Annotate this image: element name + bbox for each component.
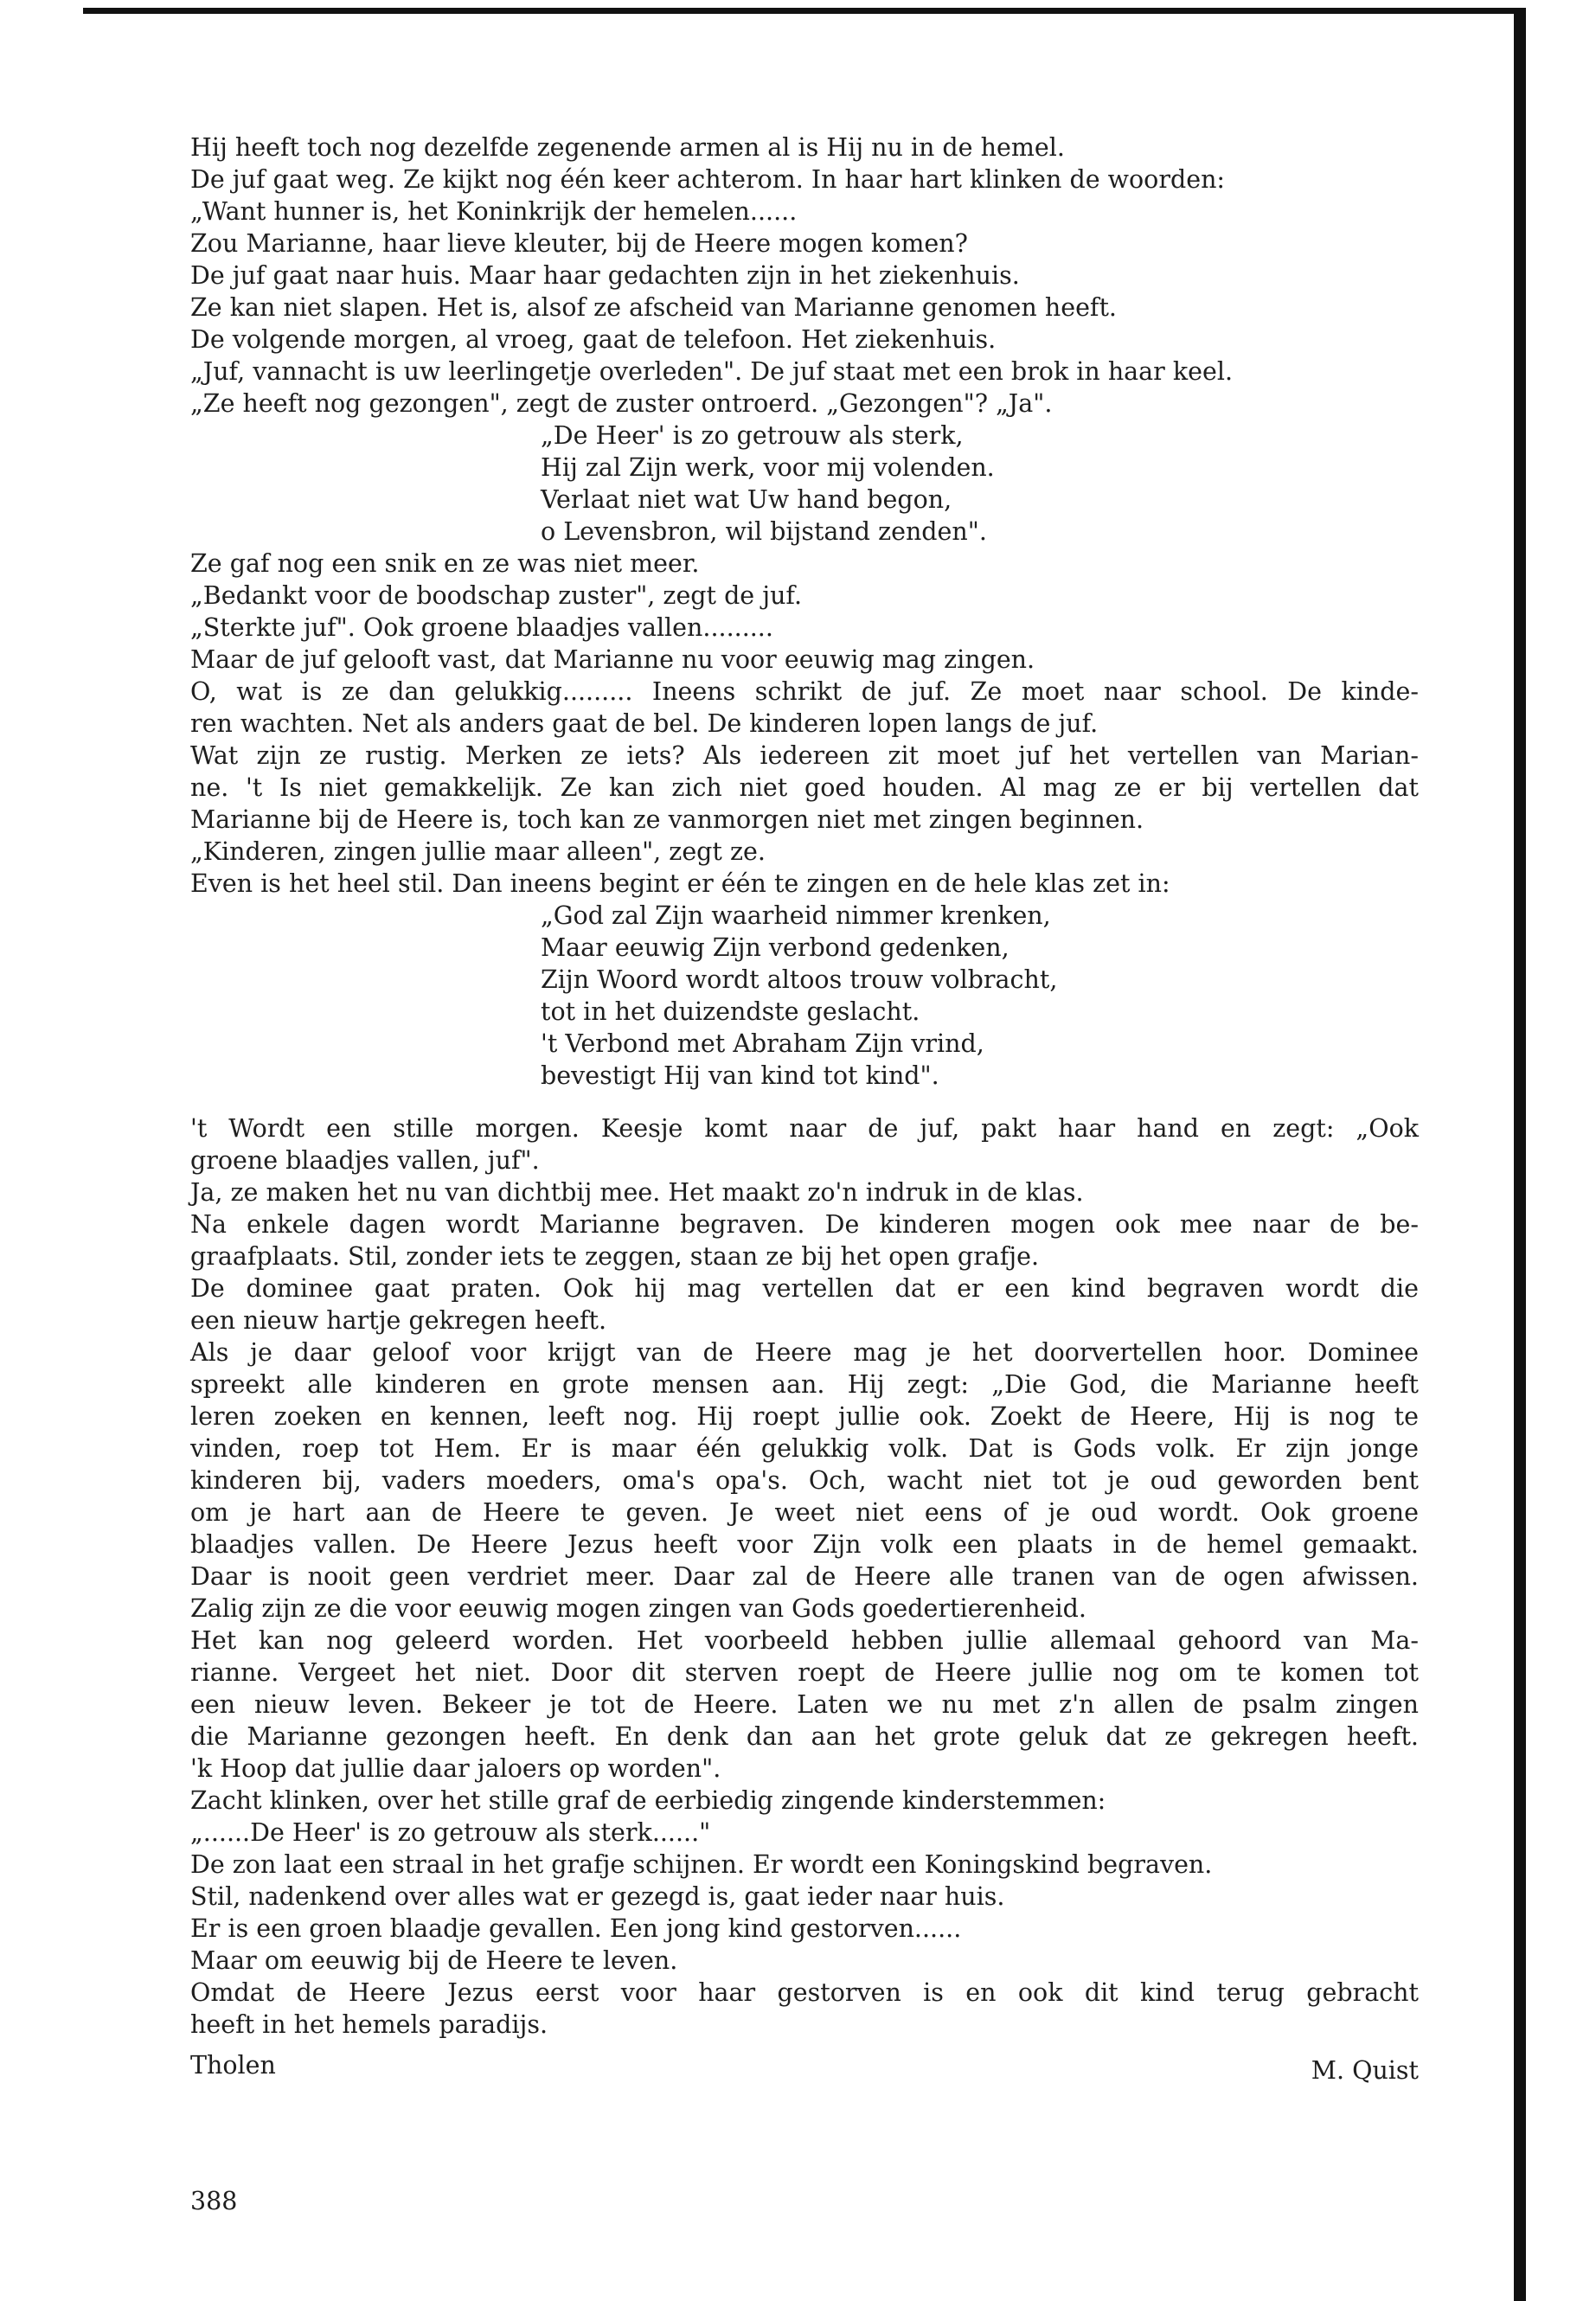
top-border-rule xyxy=(83,8,1522,14)
text-line: 't Wordt een stille morgen. Keesje komt naar de juf, pakt haar hand en zegt: „Ook xyxy=(190,1114,1419,1143)
signature-author: M. Quist xyxy=(1311,2056,1419,2085)
verse-line: bevestigt Hij van kind tot kind". xyxy=(541,1061,939,1090)
paragraph-opening xyxy=(190,131,1419,420)
psalm-verse-1 xyxy=(190,420,1419,548)
text-line: Maar de juf gelooft vast, dat Marianne nu voor eeuwig mag zingen. xyxy=(190,645,1035,674)
psalm-verse-2 xyxy=(190,900,1419,1092)
verse-line: tot in het duizendste geslacht. xyxy=(541,997,920,1026)
text-line: blaadjes vallen. De Heere Jezus heeft voor Zijn volk een plaats in de hemel gemaakt. xyxy=(190,1530,1419,1559)
spacer xyxy=(190,1092,1419,1112)
verse-line: „De Heer' is zo getrouw als sterk, xyxy=(541,421,964,450)
text-line: De volgende morgen, al vroeg, gaat de telefoon. Het ziekenhuis. xyxy=(190,325,997,354)
text-line: De zon laat een straal in het grafje schijnen. Er wordt een Koningskind begraven. xyxy=(190,1850,1213,1879)
right-border-rule xyxy=(1514,8,1526,2301)
text-line: een nieuw leven. Bekeer je tot de Heere. Laten we nu met z'n allen de psalm zingen xyxy=(190,1690,1419,1719)
text-line: 'k Hoop dat jullie daar jaloers op worden". xyxy=(190,1754,721,1783)
text-line: „Want hunner is, het Koninkrijk der hemelen...... xyxy=(190,197,798,226)
text-line: groene blaadjes vallen, juf". xyxy=(190,1146,540,1175)
text-line: „Kinderen, zingen jullie maar alleen", zegt ze. xyxy=(190,837,766,866)
text-line: „Ze heeft nog gezongen", zegt de zuster ontroerd. „Gezongen"? „Ja". xyxy=(190,389,1053,418)
text-line: vinden, roep tot Hem. Er is maar één gelukkig volk. Dat is Gods volk. Er zijn jonge xyxy=(190,1434,1419,1463)
verse-line: „God zal Zijn waarheid nimmer krenken, xyxy=(541,901,1051,930)
text-line: Daar is nooit geen verdriet meer. Daar zal de Heere alle tranen van de ogen afwissen. xyxy=(190,1562,1419,1591)
text-line: Als je daar geloof voor krijgt van de Heere mag je het doorvertellen hoor. Dominee xyxy=(190,1338,1419,1367)
text-line: graafplaats. Stil, zonder iets te zeggen, staan ze bij het open grafje. xyxy=(190,1242,1040,1271)
page-number: 388 xyxy=(190,2187,238,2215)
signature-place: Tholen xyxy=(190,2051,276,2080)
text-line: Even is het heel stil. Dan ineens begint er één te zingen en de hele klas zet in: xyxy=(190,869,1170,898)
text-line: „......De Heer' is zo getrouw als sterk......" xyxy=(190,1818,711,1847)
verse-line: Maar eeuwig Zijn verbond gedenken, xyxy=(541,933,1010,962)
text-line: De dominee gaat praten. Ook hij mag vertellen dat er een kind begraven wordt die xyxy=(190,1274,1419,1303)
text-line: Zou Marianne, haar lieve kleuter, bij de Heere mogen komen? xyxy=(190,229,968,258)
text-line: spreekt alle kinderen en grote mensen aan. Hij zegt: „Die God, die Marianne heeft xyxy=(190,1370,1419,1399)
text-line: „Juf, vannacht is uw leerlingetje overleden". De juf staat met een brok in haar keel. xyxy=(190,357,1234,386)
text-line: om je hart aan de Heere te geven. Je weet niet eens of je oud wordt. Ook groene xyxy=(190,1498,1419,1527)
text-line: Na enkele dagen wordt Marianne begraven. De kinderen mogen ook mee naar de be- xyxy=(190,1210,1419,1239)
text-line: Hij heeft toch nog dezelfde zegenende armen al is Hij nu in de hemel. xyxy=(190,133,1065,162)
verse-line: o Levensbron, wil bijstand zenden". xyxy=(541,517,987,546)
verse-line: Hij zal Zijn werk, voor mij volenden. xyxy=(541,453,995,482)
text-line: leren zoeken en kennen, leeft nog. Hij roept jullie ook. Zoekt de Heere, Hij is nog te xyxy=(190,1402,1419,1431)
text-line: kinderen bij, vaders moeders, oma's opa's. Och, wacht niet tot je oud geworden bent xyxy=(190,1466,1419,1495)
verse-line: 't Verbond met Abraham Zijn vrind, xyxy=(541,1029,984,1058)
text-line: Zacht klinken, over het stille graf de eerbiedig zingende kinderstemmen: xyxy=(190,1786,1106,1815)
paragraph-middle xyxy=(190,548,1419,900)
text-line: een nieuw hartje gekregen heeft. xyxy=(190,1306,607,1335)
text-line: Wat zijn ze rustig. Merken ze iets? Als iedereen zit moet juf het vertellen van Marian- xyxy=(190,741,1419,770)
text-line: heeft in het hemels paradijs. xyxy=(190,2010,548,2039)
text-line: „Sterkte juf". Ook groene blaadjes vallen......... xyxy=(190,613,773,642)
text-line: „Bedankt voor de boodschap zuster", zegt de juf. xyxy=(190,581,803,610)
verse-line: Zijn Woord wordt altoos trouw volbracht, xyxy=(541,965,1058,994)
text-line: ren wachten. Net als anders gaat de bel. De kinderen lopen langs de juf. xyxy=(190,709,1099,738)
text-line: Ze gaf nog een snik en ze was niet meer. xyxy=(190,549,700,578)
text-line: De juf gaat weg. Ze kijkt nog één keer achterom. In haar hart klinken de woorden: xyxy=(190,165,1226,194)
verse-line: Verlaat niet wat Uw hand begon, xyxy=(541,485,952,514)
signature-line xyxy=(190,2049,1419,2085)
text-line: Ze kan niet slapen. Het is, alsof ze afscheid van Marianne genomen heeft. xyxy=(190,293,1117,322)
text-line: Stil, nadenkend over alles wat er gezegd is, gaat ieder naar huis. xyxy=(190,1882,1005,1911)
text-line: De juf gaat naar huis. Maar haar gedachten zijn in het ziekenhuis. xyxy=(190,261,1020,290)
text-line: Maar om eeuwig bij de Heere te leven. xyxy=(190,1946,678,1975)
text-line: O, wat is ze dan gelukkig......... Ineens schrikt de juf. Ze moet naar school. De kinde- xyxy=(190,677,1419,706)
text-line: Zalig zijn ze die voor eeuwig mogen zingen van Gods goedertierenheid. xyxy=(190,1594,1086,1623)
text-line: rianne. Vergeet het niet. Door dit sterven roept de Heere jullie nog om te komen tot xyxy=(190,1658,1419,1687)
paragraph-closing xyxy=(190,1112,1419,2041)
text-line: Er is een groen blaadje gevallen. Een jong kind gestorven...... xyxy=(190,1914,962,1943)
text-line: die Marianne gezongen heeft. En denk dan aan het grote geluk dat ze gekregen heeft. xyxy=(190,1722,1419,1751)
text-line: Marianne bij de Heere is, toch kan ze vanmorgen niet met zingen beginnen. xyxy=(190,805,1144,834)
spacer xyxy=(190,2041,1419,2049)
text-line: Het kan nog geleerd worden. Het voorbeeld hebben jullie allemaal gehoord van Ma- xyxy=(190,1626,1419,1655)
text-line: Ja, ze maken het nu van dichtbij mee. Het maakt zo'n indruk in de klas. xyxy=(190,1178,1084,1207)
text-line: ne. 't Is niet gemakkelijk. Ze kan zich niet goed houden. Al mag ze er bij vertellen dat xyxy=(190,773,1419,802)
text-line: Omdat de Heere Jezus eerst voor haar gestorven is en ook dit kind terug gebracht xyxy=(190,1978,1419,2007)
article-body xyxy=(190,131,1419,2085)
